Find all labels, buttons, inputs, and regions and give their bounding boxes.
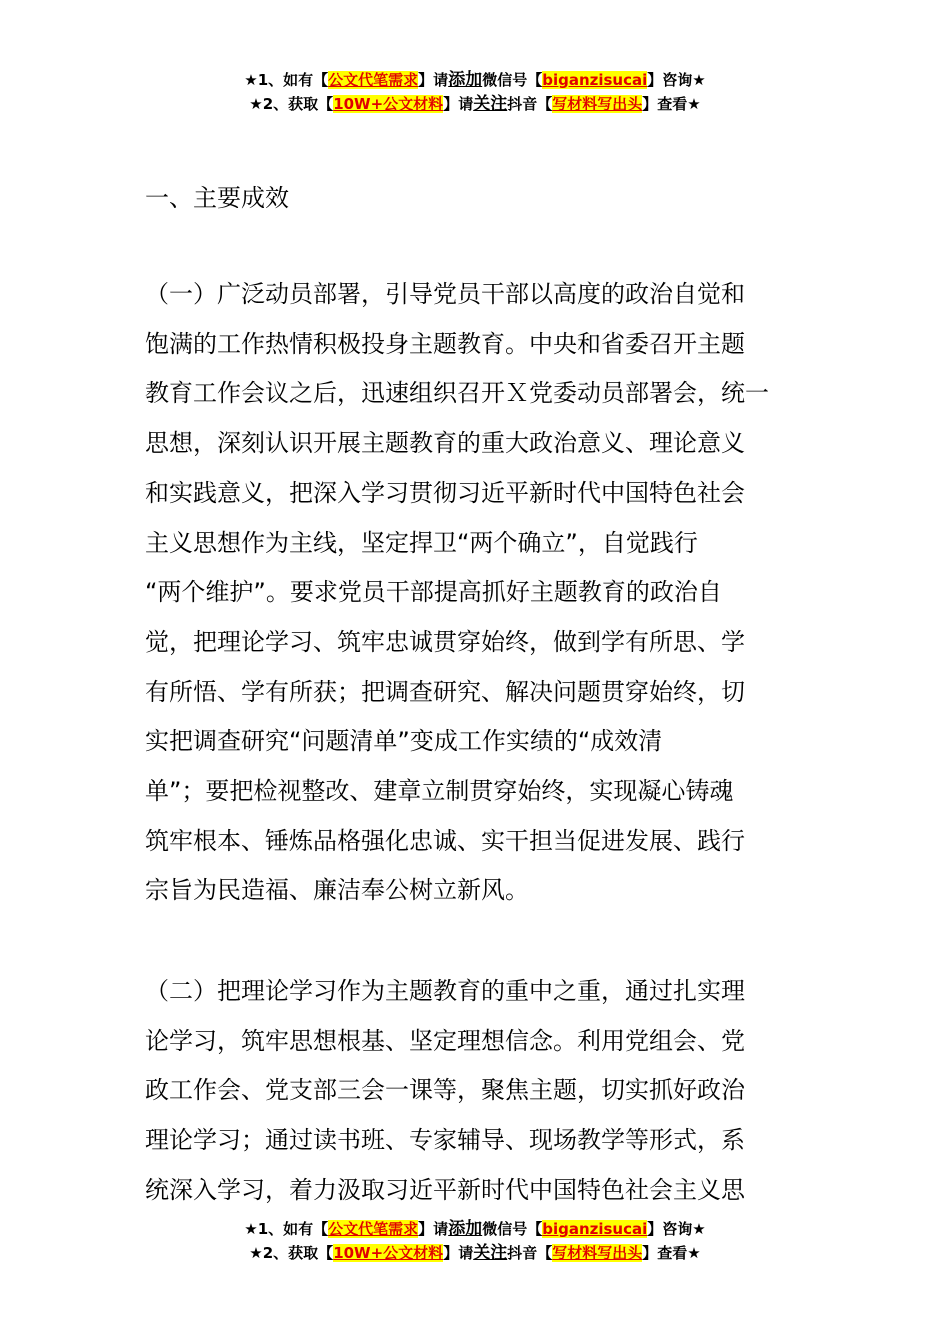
- text: ★2、获取【: [249, 95, 334, 113]
- text: 】查看★: [642, 1244, 701, 1262]
- text-line: 统深入学习，着力汲取习近平新时代中国特色社会主义思: [145, 1175, 745, 1204]
- promo-banner-top: [0, 68, 950, 116]
- highlight: 10W+公文材料: [333, 1244, 444, 1262]
- highlight: 公文代笔需求: [328, 71, 419, 89]
- text: 微信号【: [482, 71, 543, 89]
- paragraph-1: [145, 270, 815, 916]
- underline: 关注: [473, 1243, 508, 1263]
- paragraph-2: [145, 967, 815, 1216]
- text: 】请: [443, 1244, 474, 1262]
- text: 微信号【: [482, 1220, 543, 1238]
- section-heading: 一、主要成效: [145, 184, 289, 212]
- promo-line-2: [0, 1241, 950, 1265]
- highlight: 公文代笔需求: [328, 1220, 419, 1238]
- highlight: 写材料写出头: [552, 1244, 643, 1262]
- highlight: 10W+公文材料: [333, 95, 444, 113]
- text-line: “两个维护”。要求党员干部提高抓好主题教育的政治自: [145, 578, 722, 607]
- text: 】请: [418, 1220, 449, 1238]
- text-line: 主义思想作为主线，坚定捍卫“两个确立”，自觉践行: [145, 528, 698, 557]
- text-line: 有所悟、学有所获；把调查研究、解决问题贯穿始终，切: [145, 677, 745, 706]
- text-line: 实把调查研究“问题清单”变成工作实绩的“成效清: [145, 727, 663, 756]
- text-line: （二）把理论学习作为主题教育的重中之重，通过扎实理: [145, 977, 745, 1005]
- text-line: 政工作会、党支部三会一课等，聚焦主题，切实抓好政治: [145, 1076, 745, 1105]
- underline: 添加: [448, 70, 483, 90]
- text-line: 单”；要把检视整改、建章立制贯穿始终，实现凝心铸魂: [145, 777, 734, 806]
- text-line: 论学习，筑牢思想根基、坚定理想信念。利用党组会、党: [145, 1026, 745, 1055]
- text: 】咨询★: [647, 1220, 706, 1238]
- text: 抖音【: [507, 95, 553, 113]
- promo-line-2: [0, 92, 950, 116]
- highlight: biganzisucai: [542, 1220, 648, 1238]
- underline: 关注: [473, 94, 508, 114]
- text: 】咨询★: [647, 71, 706, 89]
- text: ★1、如有【: [244, 1220, 329, 1238]
- text-line: 饱满的工作热情积极投身主题教育。中央和省委召开主题: [145, 329, 745, 358]
- text: 抖音【: [507, 1244, 553, 1262]
- text-line: 教育工作会议之后，迅速组织召开Ｘ党委动员部署会，统一: [145, 379, 769, 408]
- text-line: （一）广泛动员部署，引导党员干部以高度的政治自觉和: [145, 280, 745, 308]
- text-line: 宗旨为民造福、廉洁奉公树立新风。: [145, 876, 529, 905]
- text-line: 觉，把理论学习、筑牢忠诚贯穿始终，做到学有所思、学: [145, 627, 745, 656]
- text: ★2、获取【: [249, 1244, 334, 1262]
- promo-line-1: [0, 68, 950, 92]
- text-line: 思想，深刻认识开展主题教育的重大政治意义、理论意义: [145, 429, 745, 458]
- highlight: 写材料写出头: [552, 95, 643, 113]
- text: 】查看★: [642, 95, 701, 113]
- text: ★1、如有【: [244, 71, 329, 89]
- promo-line-1: [0, 1217, 950, 1241]
- text: 】请: [418, 71, 449, 89]
- promo-banner-bottom: [0, 1217, 950, 1265]
- text-line: 和实践意义，把深入学习贯彻习近平新时代中国特色社会: [145, 478, 745, 507]
- text-line: 筑牢根本、锤炼品格强化忠诚、实干担当促进发展、践行: [145, 826, 745, 855]
- text: 】请: [443, 95, 474, 113]
- highlight: biganzisucai: [542, 71, 648, 89]
- underline: 添加: [448, 1219, 483, 1239]
- text-line: 理论学习；通过读书班、专家辅导、现场教学等形式，系: [145, 1126, 745, 1155]
